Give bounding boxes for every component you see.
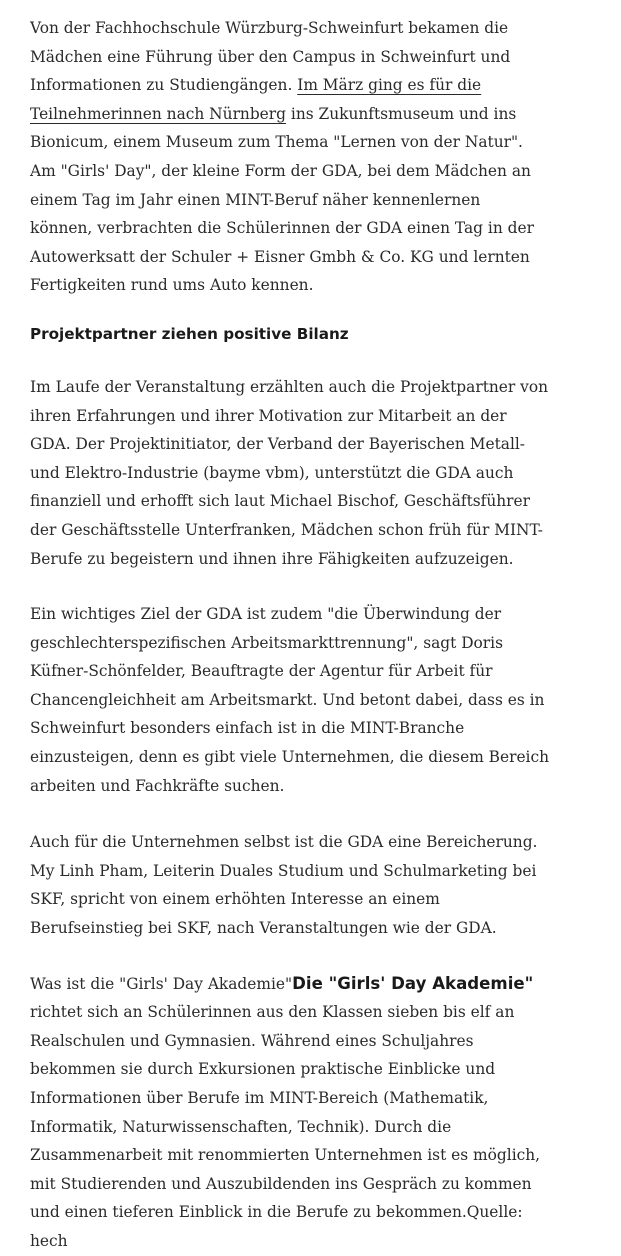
text-line: Informatik, Naturwissenschaften, Technik). Durch die <box>30 1117 452 1136</box>
text-line: Autowerksatt der Schuler + Eisner Gmbh & Co. KG und lernten <box>30 247 530 266</box>
text-line: können, verbrachten die Schülerinnen der GDA einen Tag in der <box>30 219 534 238</box>
text-line <box>30 71 610 100</box>
text-line: Berufseinstieg bei SKF, nach Veranstaltungen wie der GDA. <box>30 919 497 938</box>
text-line: finanziell und erhofft sich laut Michael Bischof, Geschäftsführer <box>30 492 530 511</box>
text-line: Von der Fachhochschule Würzburg-Schweinfurt bekamen die <box>30 19 509 37</box>
text-line: Im Laufe der Veranstaltung erzählten auch die Projektpartner von <box>30 377 549 396</box>
text-line: ihren Erfahrungen und ihrer Motivation zur Mitarbeit an der <box>30 406 507 425</box>
text-line: Fertigkeiten rund ums Auto kennen. <box>30 276 314 295</box>
text-line: hech <box>30 1231 68 1250</box>
text-line: GDA. Der Projektinitiator, der Verband der Bayerischen Metall- <box>30 435 525 454</box>
nuernberg-article-link[interactable]: Im März ging es für die <box>297 76 482 95</box>
text-line: My Linh Pham, Leiterin Duales Studium und Schulmarketing bei <box>30 861 537 880</box>
text-line: Bionicum, einem Museum zum Thema "Lernen von der Natur". <box>30 133 523 152</box>
info-box-label: Was ist die "Girls' Day Akademie" <box>30 974 293 993</box>
article-paragraph-campus <box>30 14 610 300</box>
text-line: Ein wichtiges Ziel der GDA ist zudem "die Überwindung der <box>30 605 502 624</box>
text-line: richtet sich an Schülerinnen aus den Klassen sieben bis elf an <box>30 1003 515 1022</box>
section-heading: Projektpartner ziehen positive Bilanz <box>30 324 349 343</box>
text-line: der Geschäftsstelle Unterfranken, Mädchen schon früh für MINT- <box>30 520 543 539</box>
text-line: mit Studierenden und Auszubildenden ins Gespräch zu kommen <box>30 1174 532 1193</box>
article-paragraph-partners <box>30 373 610 573</box>
text-line: Auch für die Unternehmen selbst ist die GDA eine Bereicherung. <box>30 833 538 852</box>
text-line: Realschulen und Gymnasien. Während eines Schuljahres <box>30 1031 474 1050</box>
text-line: Am "Girls' Day", der kleine Form der GDA, bei dem Mädchen an <box>30 161 531 180</box>
text-line: und Elektro-Industrie (bayme vbm), unterstützt die GDA auch <box>30 463 514 482</box>
text-line: einem Tag im Jahr einen MINT-Beruf näher kennenlernen <box>30 190 481 209</box>
text-line: Schweinfurt besonders einfach ist in die MINT-Branche <box>30 719 465 738</box>
text-line: Küfner-Schönfelder, Beauftragte der Agentur für Arbeit für <box>30 662 493 681</box>
info-box-title: Die "Girls' Day Akademie" <box>292 973 534 993</box>
text-line: Chancengleichheit am Arbeitsmarkt. Und betont dabei, dass es in <box>30 690 545 709</box>
text-line: Mädchen eine Führung über den Campus in Schweinfurt und <box>30 47 511 66</box>
text-line: geschlechterspezifischen Arbeitsmarkttrennung", sagt Doris <box>30 633 503 652</box>
info-box-girls-day-akademie <box>30 970 610 1256</box>
nuernberg-article-link-continued[interactable]: Teilnehmerinnen nach Nürnberg <box>30 104 287 123</box>
text-line: Berufe zu begeistern und ihnen ihre Fähigkeiten aufzuzeigen. <box>30 549 514 568</box>
text-line: SKF, spricht von einem erhöhten Interesse an einem <box>30 890 440 909</box>
text-line <box>30 100 610 129</box>
article-body <box>30 14 610 1256</box>
article-paragraph-goal <box>30 600 610 800</box>
text-line: und einen tieferen Einblick in die Berufe zu bekommen.Quelle: <box>30 1203 523 1222</box>
text-line: Zusammenarbeit mit renommierten Unternehmen ist es möglich, <box>30 1146 541 1165</box>
text-line: einzusteigen, denn es gibt viele Unternehmen, die diesem Bereich <box>30 748 550 767</box>
text-segment: Informationen zu Studiengängen. <box>30 76 298 95</box>
text-line <box>30 970 610 999</box>
text-line: Informationen über Berufe im MINT-Bereich (Mathematik, <box>30 1089 489 1107</box>
text-segment: ins Zukunftsmuseum und ins <box>286 104 517 123</box>
text-line: bekommen sie durch Exkursionen praktische Einblicke und <box>30 1060 496 1079</box>
article-paragraph-companies <box>30 828 610 942</box>
text-line: arbeiten und Fachkräfte suchen. <box>30 776 285 795</box>
